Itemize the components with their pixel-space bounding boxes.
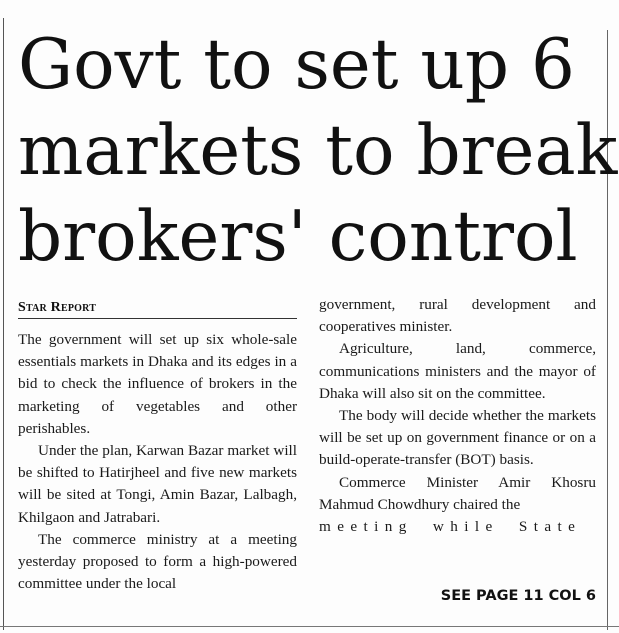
left-border-rule <box>3 18 4 630</box>
paragraph: The commerce ministry at a meeting yesterday proposed to form a high-powered committee under the local <box>18 530 297 593</box>
headline <box>18 22 618 280</box>
article-column-right <box>319 294 596 538</box>
article-column-left <box>18 329 297 595</box>
paragraph: government, rural development and cooperatives minister. <box>319 296 596 336</box>
bottom-border-rule <box>0 626 619 627</box>
headline-line: Govt to set up 6 <box>18 25 575 105</box>
paragraph: Under the plan, Karwan Bazar market will be shifted to Hatirjheel and five new markets will be sited at Tongi, Amin Bazar, Lalbagh, Khilgaon and Jatrabari. <box>18 442 297 526</box>
headline-line: brokers' control <box>18 197 578 277</box>
paragraph: Commerce Minister Amir Khosru Mahmud Chowdhury chaired the <box>319 473 596 513</box>
continuation-jump-link: SEE PAGE 11 COL 6 <box>440 588 596 604</box>
byline-divider <box>18 318 297 319</box>
headline-line: markets to break <box>18 111 618 191</box>
paragraph-last-line: meeting while State <box>319 518 582 536</box>
byline: Star Report <box>18 300 97 315</box>
paragraph: The government will set up six whole-sale essentials markets in Dhaka and its edges in a bid to check the influence of brokers in the marketing of vegetables and other perishables. <box>18 331 297 437</box>
paragraph: The body will decide whether the markets will be set up on government finance or on a build-operate-transfer (BOT) basis. <box>319 407 596 469</box>
paragraph: Agriculture, land, commerce, communications ministers and the mayor of Dhaka will also sit on the committee. <box>319 340 596 402</box>
